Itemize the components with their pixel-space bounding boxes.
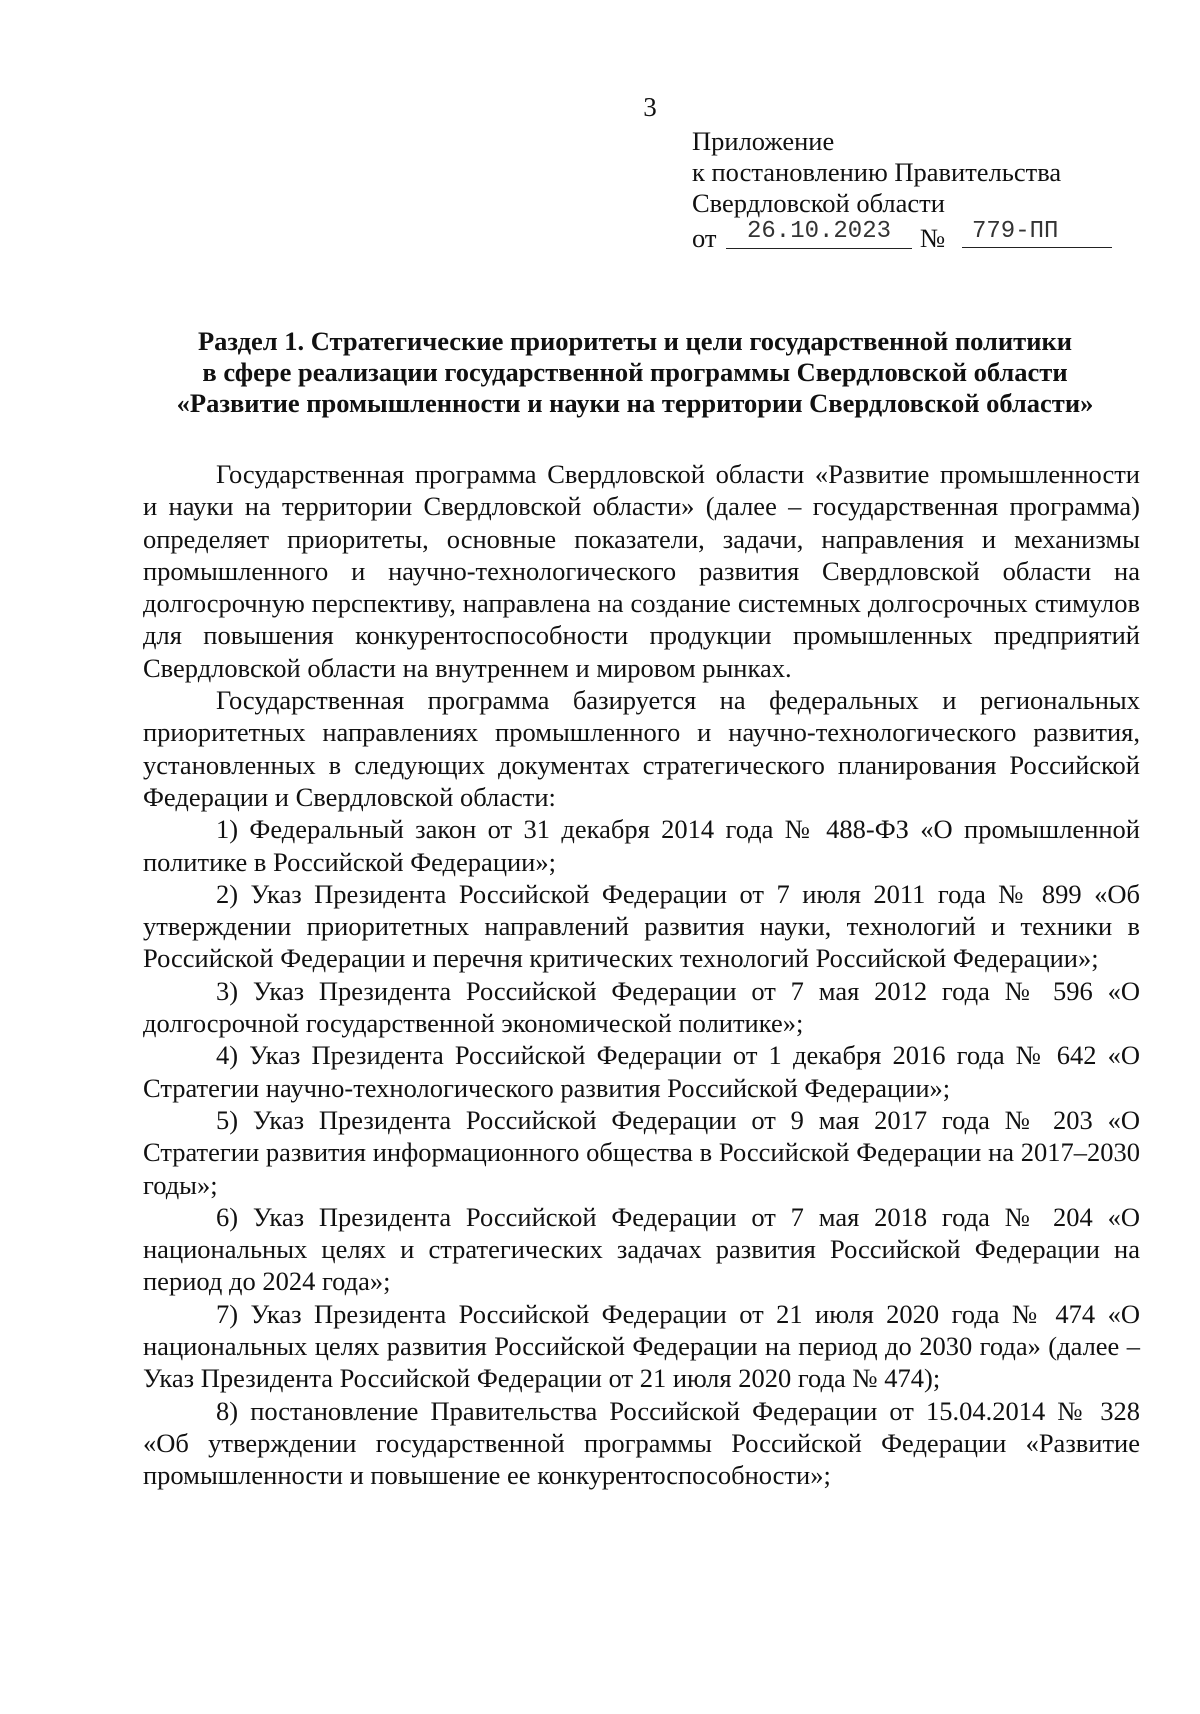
paragraph-basis: Государственная программа базируется на федеральных и региональных приоритетных направлениях промышленного и научно-технологического развития, установленных в следующих документах стратегического планирования Российской Федерации и Свердловской области: (143, 685, 1140, 812)
list-item-6: 6) Указ Президента Российской Федерации от 7 мая 2018 года № 204 «О национальных целях и стратегических задачах развития Российской Федерации на период до 2024 года»; (143, 1201, 1140, 1297)
list-item-3: 3) Указ Президента Российской Федерации от 7 мая 2012 года № 596 «О долгосрочной государственной экономической политике»; (143, 975, 1140, 1039)
number-value: 779-ПП (962, 216, 1112, 248)
section-title-line-2: в сфере реализации государственной программы Свердловской области (202, 357, 1068, 387)
list-item-7: 7) Указ Президента Российской Федерации от 21 июля 2020 года № 474 «О национальных целях развития Российской Федерации на период до 2030 года» (далее – Указ Президента Российской Федерации от 21 июля 2020 года № 474); (143, 1298, 1140, 1394)
appendix-resolution-line: к постановлению Правительства (692, 157, 1062, 187)
list-item-1: 1) Федеральный закон от 31 декабря 2014 года № 488-ФЗ «О промышленной политике в Российской Федерации»; (143, 814, 1140, 877)
list-item-4: 4) Указ Президента Российской Федерации от 1 декабря 2016 года № 642 «О Стратегии научно-технологического развития Российской Федерации»; (143, 1040, 1140, 1103)
number-prefix: № (920, 223, 946, 253)
page-number: 3 (643, 92, 657, 122)
date-prefix: от (692, 223, 717, 253)
date-value: 26.10.2023 (726, 216, 912, 249)
list-item-8: 8) постановление Правительства Российской Федерации от 15.04.2014 № 328 «Об утверждении государственной программы Российской Федерации «Развитие промышленности и повышение ее конкурентоспособности»; (143, 1395, 1140, 1491)
list-item-5: 5) Указ Президента Российской Федерации от 9 мая 2017 года № 203 «О Стратегии развития информационного общества в Российской Федерации на 2017–2030 годы»; (143, 1104, 1140, 1200)
section-title (130, 326, 1140, 419)
appendix-region-line: Свердловской области (692, 188, 945, 218)
body-text (143, 458, 1140, 1492)
appendix-date-number-line (692, 219, 1132, 253)
appendix-title: Приложение (692, 126, 835, 156)
paragraph-intro: Государственная программа Свердловской области «Развитие промышленности и науки на территории Свердловской области» (далее – государственная программа) определяет приоритеты, основные показатели, задачи, направления и механизмы промышленного и научно-технологического развития Свердловской области на долгосрочную перспективу, направлена на создание системных долгосрочных стимулов для повышения конкурентоспособности продукции промышленных предприятий Свердловской области на внутреннем и мировом рынках. (143, 459, 1140, 683)
section-title-line-3: «Развитие промышленности и науки на территории Свердловской области» (176, 388, 1094, 418)
section-title-line-1: Раздел 1. Стратегические приоритеты и цели государственной политики (198, 326, 1072, 356)
list-item-2: 2) Указ Президента Российской Федерации от 7 июля 2011 года № 899 «Об утверждении приоритетных направлений развития науки, технологий и техники в Российской Федерации и перечня критических технологий Российской Федерации»; (143, 878, 1140, 974)
appendix-block (692, 126, 1132, 253)
